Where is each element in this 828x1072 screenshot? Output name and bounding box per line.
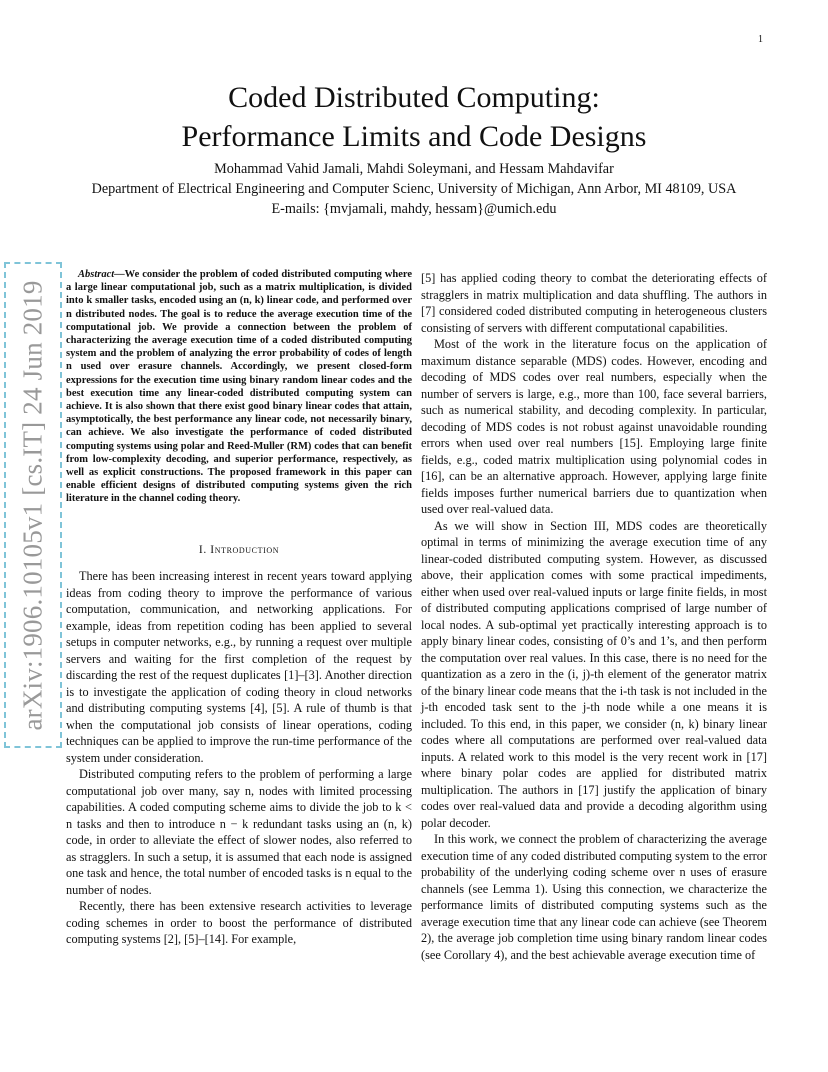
arxiv-id-text: arXiv:1906.10105v1 [cs.IT] 24 Jun 2019 <box>17 279 48 731</box>
paragraph: As we will show in Section III, MDS codes are theoretically optimal in terms of minimizing the average execution time of any linear-coded distributed computing system. However, as discussed above, their application comes with some practical impediments, either when used over real-valued inputs or large finite fields, in most of distributed computing applications comprised of large number of local nodes. A sub-optimal yet practically interesting approach is to apply binary linear codes, consisting of 0’s and 1’s, and then perform the computation over real values. In this case, there is no need for the quantization as a zero in the (i, j)-th element of the generator matrix of the binary linear code means that the i-th task is not included in the j-th encoded task sent to the j-th node while a one means it is included. To this end, in this paper, we consider (n, k) binary linear codes where all computations are performed over real-valued data inputs. A related work to this model is the very recent work in [17] where binary polar codes are applied for distributed matrix multiplication. The authors in [17] justify the application of binary codes over real-valued data and provide a decoding algorithm using polar decoder. <box>421 518 767 830</box>
section-heading-introduction: I. Introduction <box>198 543 280 556</box>
abstract-text: —We consider the problem of coded distributed computing where a large linear computational job, such as a matrix multiplication, is divided into k smaller tasks, encoded using an (n, k) linear code, and performed over n distributed nodes. The goal is to reduce the average execution time of the computational job. We provide a connection between the problem of characterizing the average execution time of a coded distributed computing system and the problem of analyzing the error probability of codes of length n used over erasure channels. Accordingly, we present closed-form expressions for the execution time using binary random linear codes and the best execution time any linear-coded distributed computing system can achieve. It is also shown that there exist good binary linear codes that attain, asymptotically, the best performance any linear code, not necessarily binary, can achieve. We also investigate the performance of coded distributed computing systems using polar and Reed-Muller (RM) codes that can benefit from low-complexity decoding, and superior performance, respectively, as well as explicit constructions. The proposed framework in this paper can enable efficient designs of distributed computing systems given the rich literature in the channel coding theory. <box>66 269 412 505</box>
page-number: 1 <box>758 34 763 45</box>
affiliation: Department of Electrical Engineering and Computer Scienc, University of Michigan, Ann Arbor, MI 48109, USA <box>91 181 737 197</box>
author-emails: E-mails: {mvjamali, mahdy, hessam}@umich.edu <box>271 201 557 217</box>
paper-title <box>0 78 828 156</box>
paragraph: Distributed computing refers to the problem of performing a large computational job over many, say n, nodes with limited processing capabilities. A coded computing scheme aims to divide the job to k < n tasks and then to introduce n − k redundant tasks using an (n, k) code, in order to alleviate the effect of slower nodes, also referred to as stragglers. In such a setup, it is assumed that each node is assigned one task and hence, the total number of encoded tasks is n equal to the number of nodes. <box>66 767 412 897</box>
author-block <box>0 159 828 219</box>
abstract <box>66 268 412 506</box>
title-line-2: Performance Limits and Code Designs <box>181 120 647 153</box>
title-line-1: Coded Distributed Computing: <box>228 81 600 114</box>
paragraph: In this work, we connect the problem of characterizing the average execution time of any coded distributed computing system to the error probability of the underlying coding scheme over n uses of erasure channels (see Lemma 1). Using this connection, we characterize the performance limits of distributed computing systems such as the average execution time that any linear code can achieve (see Theorem 2), the average job completion time using binary random linear codes (see Corollary 4), and the best achievable average execution time of <box>421 832 767 962</box>
abstract-label: Abstract <box>78 269 115 280</box>
paragraph: Most of the work in the literature focus on the application of maximum distance separable (MDS) codes. However, encoding and decoding of MDS codes over real numbers, especially when the number of servers is large, e.g., more than 100, face several barriers, such as numerical stability, and decoding complexity. In particular, decoding of MDS codes is not robust against unavoidable rounding errors when used over real numbers [15]. Employing large finite fields, e.g., coded matrix multiplication using polynomial codes in [16], can be an alternative approach. However, applying large finite fields imposes further numerical barriers due to quantization when used over real-valued data. <box>421 337 767 516</box>
paragraph: There has been increasing interest in recent years toward applying ideas from coding theory to improve the performance of various computation, communication, and networking applications. For example, ideas from repetition coding has been applied to several setups in computer networks, e.g., by running a request over multiple servers and waiting for the first completion of the request by discarding the rest of the request duplicates [1]–[3]. Another direction is to investigate the application of coding theory in cloud networks and distributing computing systems [4], [5]. A rule of thumb is that when the computational job consists of linear operations, coding techniques can be applied to improve the run-time performance of the system under consideration. <box>66 569 412 765</box>
paragraph: Recently, there has been extensive research activities to leverage coding schemes in order to boost the performance of distributed computing systems [2], [5]–[14]. For example, <box>66 899 412 947</box>
paragraph: [5] has applied coding theory to combat the deteriorating effects of stragglers in matrix multiplication and data shuffling. The authors in [7] considered coded distributed computing in heterogeneous clusters consisting of servers with different computational capabilities. <box>421 271 767 335</box>
arxiv-identifier-stamp[interactable] <box>4 262 62 748</box>
author-names: Mohammad Vahid Jamali, Mahdi Soleymani, and Hessam Mahdavifar <box>214 161 614 177</box>
left-column <box>66 268 412 948</box>
right-column <box>421 270 767 963</box>
